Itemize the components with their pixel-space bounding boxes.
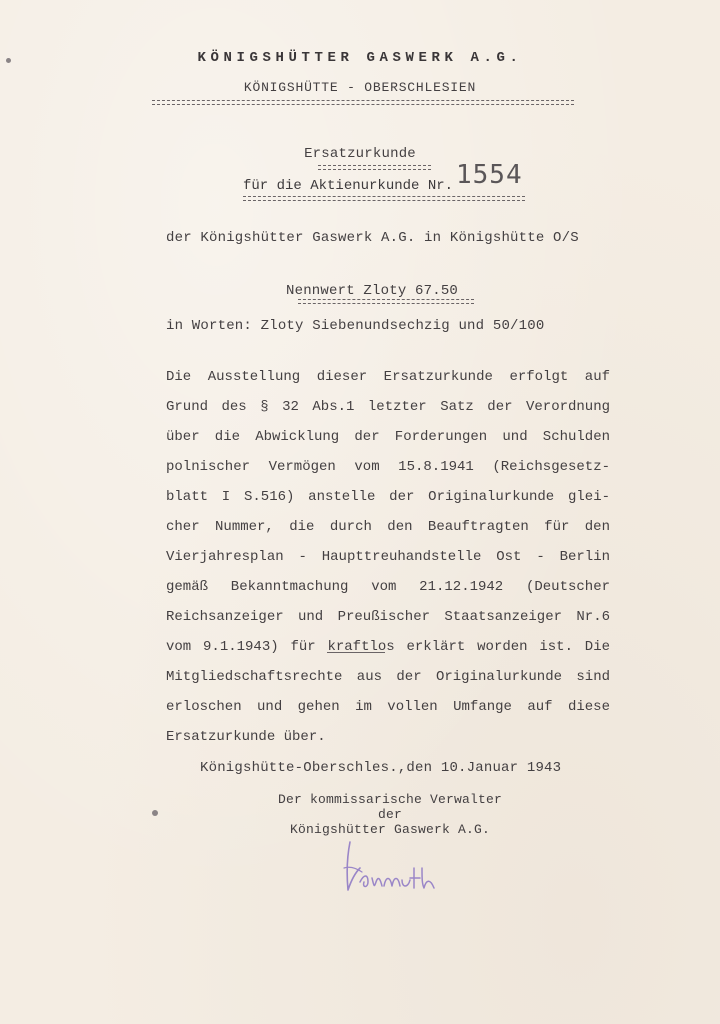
certificate-line-prefix: für die Aktienurkunde Nr. — [243, 178, 454, 194]
certificate-title: Ersatzurkunde — [304, 146, 416, 162]
kraftlos-underline — [327, 652, 385, 653]
body-line: erloschen und gehen im vollen Umfange auf diese — [166, 699, 610, 715]
title-underline — [318, 165, 431, 170]
company-city: KÖNIGSHÜTTE - OBERSCHLESIEN — [243, 80, 477, 95]
body-line: Mitgliedschaftsrechte aus der Originalurkunde sind — [166, 669, 610, 685]
body-line: vom 9.1.1943) für kraftlos erklärt worden ist. Die — [166, 639, 610, 655]
body-line: über die Abwicklung der Forderungen und Schulden — [166, 429, 610, 445]
amount-in-words: in Worten: Zloty Siebenundsechzig und 50/100 — [166, 318, 545, 334]
body-line: Grund des § 32 Abs.1 letzter Satz der Verordnung — [166, 399, 610, 415]
certificate-number: 1554 — [456, 160, 523, 190]
place-and-date: Königshütte-Oberschles.,den 10.Januar 1943 — [200, 760, 562, 776]
signatory-company: Königshütter Gaswerk A.G. — [289, 822, 491, 837]
company-name: KÖNIGSHÜTTER GASWERK A.G. — [197, 50, 523, 66]
body-line: gemäß Bekanntmachung vom 21.12.1942 (Deutscher — [166, 579, 610, 595]
body-line: cher Nummer, die durch den Beauftragten für den — [166, 519, 610, 535]
header-rule — [152, 100, 574, 105]
certificate-line-underline — [243, 196, 525, 201]
signatory-connector: der — [377, 807, 402, 822]
certificate-line — [243, 178, 453, 194]
body-line: Reichsanzeiger und Preußischer Staatsanzeiger Nr.6 — [166, 609, 610, 625]
signatory-title: Der kommissarische Verwalter — [277, 792, 503, 807]
body-line: Vierjahresplan - Haupttreuhandstelle Ost - Berlin — [166, 549, 610, 565]
body-line: polnischer Vermögen vom 15.8.1941 (Reichsgesetz- — [166, 459, 610, 475]
issuer-line: der Königshütter Gaswerk A.G. in Königshütte O/S — [166, 230, 579, 246]
handwritten-signature — [338, 838, 438, 898]
nominal-underline — [298, 299, 474, 304]
body-line: blatt I S.516) anstelle der Originalurkunde glei- — [166, 489, 610, 505]
body-line: Die Ausstellung dieser Ersatzurkunde erfolgt auf — [166, 369, 610, 385]
body-line: Ersatzurkunde über. — [166, 729, 326, 745]
nominal-value: Nennwert Zloty 67.50 — [286, 283, 459, 299]
